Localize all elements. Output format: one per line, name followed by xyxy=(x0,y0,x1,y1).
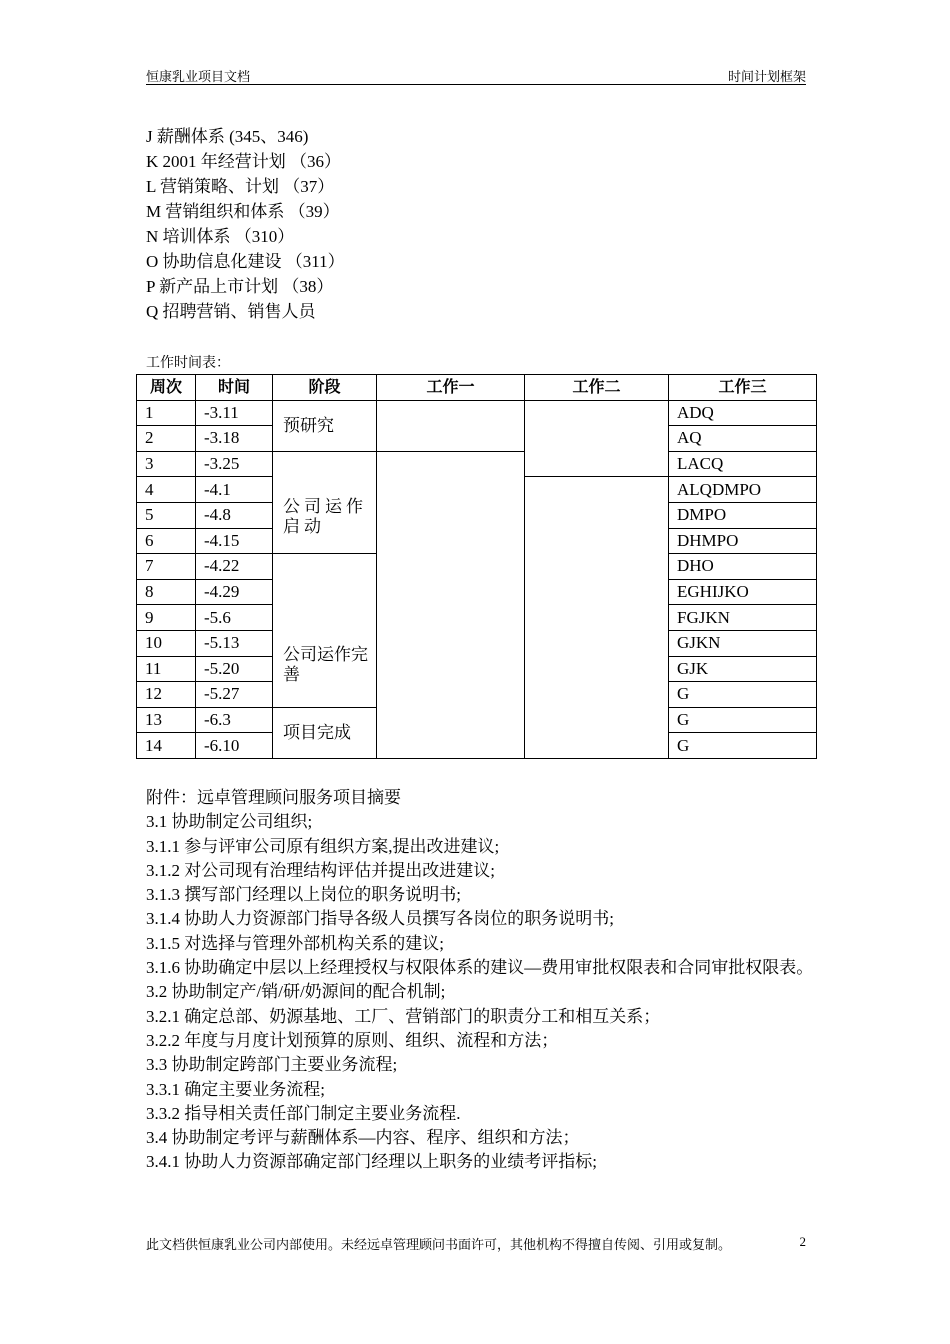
header-doc-title: 恒康乳业项目文档 xyxy=(146,69,251,84)
annex-item: 3.4 协助制定考评与薪酬体系—内容、程序、组织和方法； xyxy=(146,1128,580,1148)
annex-section xyxy=(146,786,816,1175)
work3-cell: ADQ xyxy=(669,400,817,426)
work3-cell: G xyxy=(669,733,817,759)
col-header-week: 周次 xyxy=(137,375,196,401)
task-code-item: M 营销组织和体系 （39） xyxy=(146,202,340,221)
page-footer xyxy=(146,1234,806,1253)
task-code-item: L 营销策略、计划 （37） xyxy=(146,177,335,196)
task-code-item: J 薪酬体系 (345、346) xyxy=(146,127,309,146)
work3-cell: DHO xyxy=(669,554,817,580)
week-cell: 10 xyxy=(137,630,196,656)
date-cell: -4.8 xyxy=(196,502,273,528)
table-row xyxy=(137,451,817,477)
work3-cell: FGJKN xyxy=(669,605,817,631)
week-cell: 11 xyxy=(137,656,196,682)
page-number: 2 xyxy=(799,1234,806,1249)
annex-item: 3.1.3 撰写部门经理以上岗位的职务说明书; xyxy=(146,885,461,905)
stage-cell-complete: 项目完成 xyxy=(273,707,377,758)
col-header-work3: 工作三 xyxy=(669,375,817,401)
date-cell: -3.18 xyxy=(196,426,273,452)
schedule-caption: 工作时间表： xyxy=(146,356,230,371)
work3-cell: GJK xyxy=(669,656,817,682)
work3-cell: EGHIJKO xyxy=(669,579,817,605)
date-cell: -5.20 xyxy=(196,656,273,682)
date-cell: -3.11 xyxy=(196,400,273,426)
annex-item: 3.3 协助制定跨部门主要业务流程; xyxy=(146,1055,398,1075)
task-code-item: Q 招聘营销、销售人员 xyxy=(146,302,316,321)
week-cell: 2 xyxy=(137,426,196,452)
week-cell: 12 xyxy=(137,682,196,708)
week-cell: 5 xyxy=(137,502,196,528)
col-header-date: 时间 xyxy=(196,375,273,401)
week-cell: 13 xyxy=(137,707,196,733)
date-cell: -4.22 xyxy=(196,554,273,580)
week-cell: 9 xyxy=(137,605,196,631)
annex-item: 3.1.5 对选择与管理外部机构关系的建议; xyxy=(146,933,444,953)
page-header xyxy=(146,64,806,85)
week-cell: 8 xyxy=(137,579,196,605)
date-cell: -4.29 xyxy=(196,579,273,605)
week-cell: 6 xyxy=(137,528,196,554)
task-code-list xyxy=(146,124,345,324)
table-row xyxy=(137,400,817,426)
annex-item: 3.2 协助制定产/销/研/奶源间的配合机制; xyxy=(146,982,446,1002)
annex-item: 3.2.2 年度与月度计划预算的原则、组织、流程和方法； xyxy=(146,1030,559,1050)
confidentiality-notice: 此文档供恒康乳业公司内部使用。未经远卓管理顾问书面许可，其他机构不得擅自传阅、引用或复制。 xyxy=(146,1237,732,1252)
task-code-item: K 2001 年经营计划 （36） xyxy=(146,152,342,171)
header-section-title: 时间计划框架 xyxy=(727,69,806,84)
week-cell: 7 xyxy=(137,554,196,580)
date-cell: -5.6 xyxy=(196,605,273,631)
work1-cell-empty xyxy=(377,400,525,451)
col-header-work1: 工作一 xyxy=(377,375,525,401)
annex-item: 3.3.1 确定主要业务流程; xyxy=(146,1079,325,1099)
task-code-item: N 培训体系 （310） xyxy=(146,227,295,246)
work3-cell: G xyxy=(669,707,817,733)
date-cell: -3.25 xyxy=(196,451,273,477)
annex-item: 3.1.2 对公司现有治理结构评估并提出改进建议; xyxy=(146,860,495,880)
date-cell: -4.15 xyxy=(196,528,273,554)
annex-item: 3.4.1 协助人力资源部确定部门经理以上职务的业绩考评指标; xyxy=(146,1152,597,1172)
annex-item: 3.1.6 协助确定中层以上经理授权与权限体系的建议—费用审批权限表和合同审批权限表。 xyxy=(146,958,814,978)
annex-item: 3.1.4 协助人力资源部门指导各级人员撰写各岗位的职务说明书; xyxy=(146,909,614,929)
week-cell: 1 xyxy=(137,400,196,426)
date-cell: -4.1 xyxy=(196,477,273,503)
date-cell: -5.27 xyxy=(196,682,273,708)
date-cell: -5.13 xyxy=(196,630,273,656)
work3-cell: GJKN xyxy=(669,630,817,656)
schedule-table xyxy=(136,374,817,759)
col-header-stage: 阶段 xyxy=(273,375,377,401)
annex-item: 3.2.1 确定总部、奶源基地、工厂、营销部门的职责分工和相互关系； xyxy=(146,1006,661,1026)
annex-item: 3.3.2 指导相关责任部门制定主要业务流程. xyxy=(146,1103,461,1123)
work2-cell-empty xyxy=(525,400,669,477)
date-cell: -6.10 xyxy=(196,733,273,759)
work3-cell: DHMPO xyxy=(669,528,817,554)
annex-item: 3.1.1 参与评审公司原有组织方案,提出改进建议; xyxy=(146,836,500,856)
work3-cell: ALQDMPO xyxy=(669,477,817,503)
table-header-row xyxy=(137,375,817,401)
stage-cell-prestudy: 预研究 xyxy=(273,400,377,451)
stage-cell-startup: 公司运作启动 xyxy=(273,451,377,553)
annex-title: 附件：远卓管理顾问服务项目摘要 xyxy=(146,788,401,807)
task-code-item: P 新产品上市计划 （38） xyxy=(146,277,334,296)
task-code-item: O 协助信息化建设 （311） xyxy=(146,252,345,271)
annex-item: 3.1 协助制定公司组织; xyxy=(146,812,313,832)
work3-cell: G xyxy=(669,682,817,708)
date-cell: -6.3 xyxy=(196,707,273,733)
week-cell: 4 xyxy=(137,477,196,503)
stage-cell-improve: 公司运作完善 xyxy=(273,554,377,708)
col-header-work2: 工作二 xyxy=(525,375,669,401)
work3-cell: AQ xyxy=(669,426,817,452)
work1-cell-empty xyxy=(377,451,525,758)
work3-cell: DMPO xyxy=(669,502,817,528)
week-cell: 14 xyxy=(137,733,196,759)
work2-cell-empty xyxy=(525,477,669,759)
week-cell: 3 xyxy=(137,451,196,477)
work3-cell: LACQ xyxy=(669,451,817,477)
